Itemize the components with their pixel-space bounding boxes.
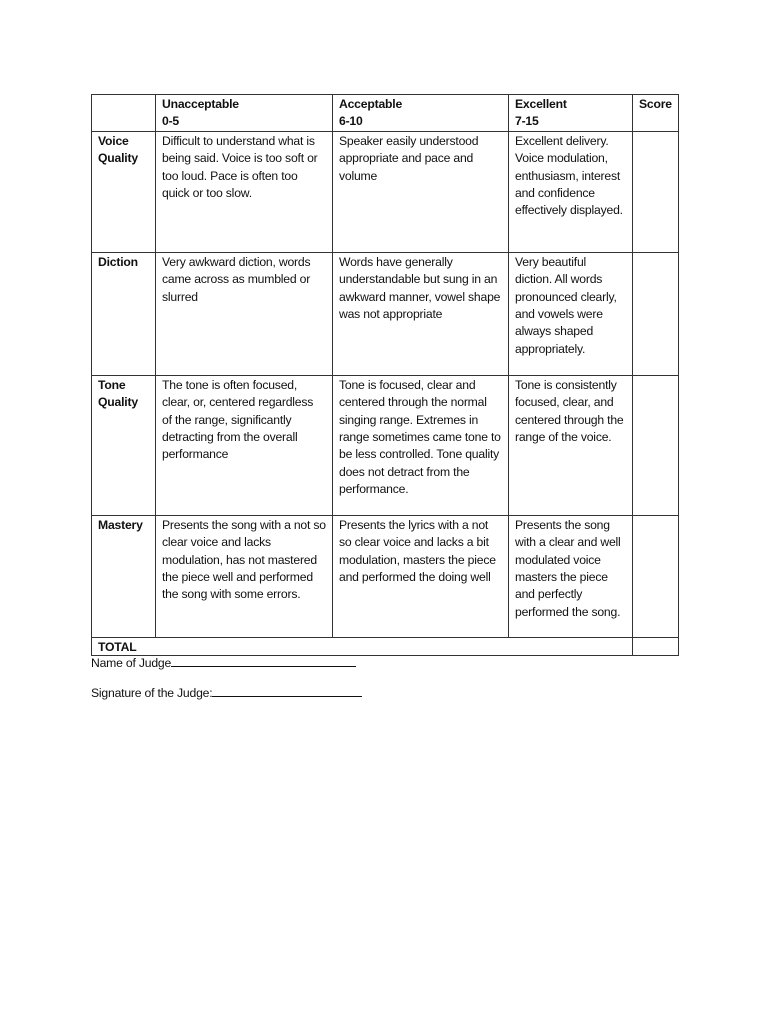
header-unacceptable: [156, 95, 333, 132]
header-row: [92, 95, 679, 132]
criterion-label: Mastery: [98, 517, 143, 532]
table-row-diction: [92, 252, 679, 375]
total-label: TOTAL: [92, 637, 633, 655]
unacceptable-cell: Very awkward diction, words came across as mumbled or slurred: [156, 252, 333, 375]
acceptable-cell: Words have generally understandable but sung in an awkward manner, vowel shape was not appropriate: [333, 252, 509, 375]
criterion-label: Voice: [98, 133, 129, 148]
acceptable-cell: Speaker easily understood appropriate and pace and volume: [333, 131, 509, 252]
judge-signature-line: [91, 685, 362, 700]
unacceptable-cell: The tone is often focused, clear, or, centered regardless of the range, significantly detracting from the overall performance: [156, 375, 333, 515]
criterion-label: Quality: [98, 151, 138, 166]
score-cell: [633, 515, 679, 637]
level-range: 7-15: [515, 114, 539, 129]
criterion-cell: [92, 131, 156, 252]
total-score-cell: [633, 637, 679, 655]
judge-name-blank[interactable]: [171, 655, 356, 667]
excellent-cell: Presents the song with a clear and well modulated voice masters the piece and perfectly performed the song.: [509, 515, 633, 637]
excellent-cell: Excellent delivery. Voice modulation, enthusiasm, interest and confidence effectively displayed.: [509, 131, 633, 252]
criterion-cell: [92, 515, 156, 637]
criterion-label: Diction: [98, 254, 138, 269]
criterion-label: Quality: [98, 395, 138, 410]
score-cell: [633, 375, 679, 515]
judge-name-label: Name of Judge: [91, 656, 172, 670]
score-cell: [633, 252, 679, 375]
header-excellent: [509, 95, 633, 132]
header-acceptable: [333, 95, 509, 132]
excellent-cell: Tone is consistently focused, clear, and centered through the range of the voice.: [509, 375, 633, 515]
level-range: 6-10: [339, 114, 363, 129]
unacceptable-cell: Presents the song with a not so clear voice and lacks modulation, has not mastered the piece well and performed the song with some errors.: [156, 515, 333, 637]
criterion-label: Tone: [98, 377, 126, 392]
acceptable-cell: Tone is focused, clear and centered through the normal singing range. Extremes in range sometimes came tone to be less controlled. Tone quality does not detract from the performance.: [333, 375, 509, 515]
level-label: Excellent: [515, 97, 567, 111]
criterion-cell: [92, 252, 156, 375]
unacceptable-cell: Difficult to understand what is being said. Voice is too soft or too loud. Pace is often too quick or too slow.: [156, 131, 333, 252]
header-score: Score: [633, 95, 679, 132]
excellent-cell: Very beautiful diction. All words pronounced clearly, and vowels were always shaped appropriately.: [509, 252, 633, 375]
rubric-table: [91, 94, 679, 656]
table-row-total: [92, 637, 679, 655]
table-row-voice-quality: [92, 131, 679, 252]
acceptable-cell: Presents the lyrics with a not so clear voice and lacks a bit modulation, masters the piece and performed the doing well: [333, 515, 509, 637]
score-cell: [633, 131, 679, 252]
level-label: Acceptable: [339, 97, 403, 111]
judge-name-line: [91, 655, 356, 670]
header-empty-cell: [92, 95, 156, 132]
level-range: 0-5: [162, 114, 180, 129]
table-row-tone-quality: [92, 375, 679, 515]
criterion-cell: [92, 375, 156, 515]
judge-signature-blank[interactable]: [212, 685, 362, 697]
judge-signature-label: Signature of the Judge:: [91, 686, 213, 700]
table-row-mastery: [92, 515, 679, 637]
level-label: Unacceptable: [162, 97, 239, 111]
